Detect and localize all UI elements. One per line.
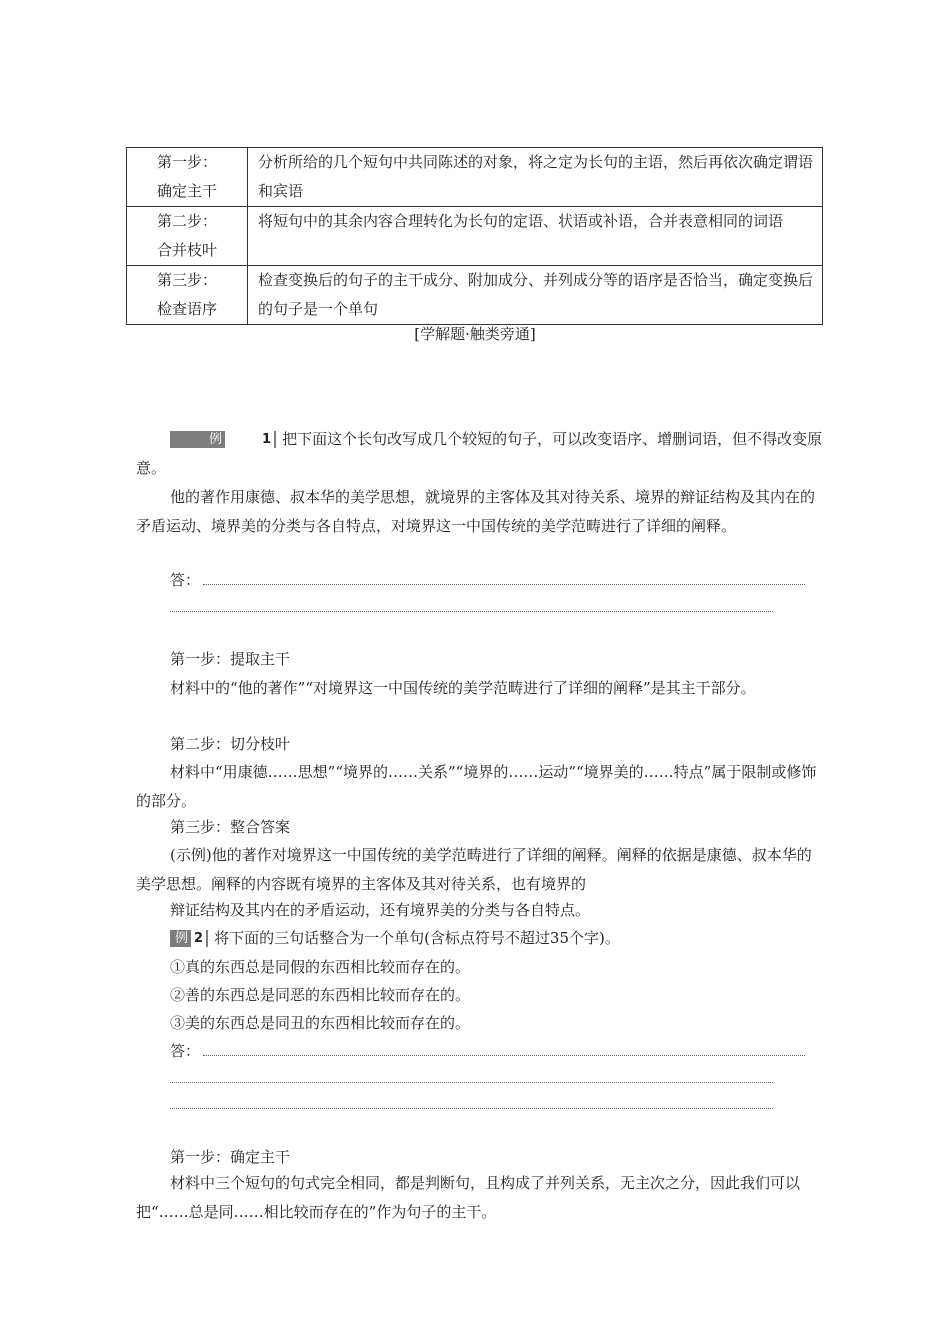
answer-label: 答： — [170, 571, 201, 589]
step-title: 第二步：切分枝叶 — [170, 735, 291, 753]
answer-line[interactable] — [170, 1108, 773, 1109]
list-item: ②善的东西总是同恶的东西相比较而存在的。 — [170, 986, 471, 1004]
example1-sentence: 他的著作用康德、叔本华的美学思想，就境界的主客体及其对待关系、境界的辩证结构及其内在的矛盾运动、境界美的分类与各自特点，对境界这一中国传统的美学范畴进行了详细的阐释。 — [136, 488, 816, 535]
answer-label: 答： — [170, 1042, 201, 1060]
answer-line[interactable] — [170, 1082, 773, 1083]
step-text: 材料中三个短句的句式完全相同，都是判断句，且构成了并列关系，无主次之分，因此我们可以把“……总是同……相比较而存在的”作为句子的主干。 — [136, 1174, 801, 1221]
sample-answer: (示例)他的著作对境界这一中国传统的美学范畴进行了详细的阐释。阐释的依据是康德、叔本华的美学思想。阐释的内容既有境界的主客体及其对待关系，也有境界的 — [136, 846, 812, 893]
step-text: 材料中的“他的著作”“对境界这一中国传统的美学范畴进行了详细的阐释”是其主干部分。 — [170, 679, 756, 697]
step-description: 将短句中的其余内容合理转化为长句的定语、状语或补语，合并表意相同的词语 — [248, 207, 823, 266]
list-item: ③美的东西总是同丑的东西相比较而存在的。 — [170, 1014, 471, 1032]
step-name: 合并枝叶 — [156, 241, 217, 259]
step-description: 检查变换后的句子的主干成分、附加成分、并列成分等的语序是否恰当，确定变换后的句子是一个单句 — [248, 266, 823, 325]
answer-line[interactable] — [203, 584, 805, 585]
sample-answer-continued: 辩证结构及其内在的矛盾运动，还有境界美的分类与各自特点。 — [170, 901, 591, 919]
step-title: 第一步：确定主干 — [170, 1148, 291, 1166]
step-description: 分析所给的几个短句中共同陈述的对象，将之定为长句的主语，然后再依次确定谓语和宾语 — [248, 148, 823, 207]
example2-prompt: 例 2 将下面的三句话整合为一个单句(含标点符号不超过35个字)。 — [170, 924, 620, 953]
step-name: 检查语序 — [156, 300, 217, 318]
step-label-cell — [127, 148, 248, 207]
example1-prompt: 例 1 把下面这个长句改写成几个较短的句子，可以改变语序、增删词语，但不得改变原意。 — [136, 430, 823, 477]
step-title: 第三步：整合答案 — [170, 818, 291, 836]
steps-table — [126, 147, 823, 325]
section-heading: [学解题·触类旁通] — [414, 325, 536, 343]
answer-line[interactable] — [203, 1055, 805, 1056]
step-number: 第二步： — [156, 212, 217, 230]
step-name: 确定主干 — [156, 182, 217, 200]
table-row — [127, 148, 823, 207]
list-item: ①真的东西总是同假的东西相比较而存在的。 — [170, 958, 471, 976]
table-row — [127, 207, 823, 266]
example-badge: 例 1 — [170, 431, 276, 448]
step-number: 第一步： — [156, 153, 217, 171]
step-label-cell — [127, 207, 248, 266]
step-title: 第一步：提取主干 — [170, 650, 291, 668]
table-row — [127, 266, 823, 325]
step-label-cell — [127, 266, 248, 325]
example-badge: 例 2 — [170, 930, 208, 947]
step-number: 第三步： — [156, 271, 217, 289]
answer-line[interactable] — [170, 611, 773, 612]
step-text: 材料中“用康德……思想”“境界的……关系”“境界的……运动”“境界美的……特点”属于限制或修饰的部分。 — [136, 763, 817, 810]
